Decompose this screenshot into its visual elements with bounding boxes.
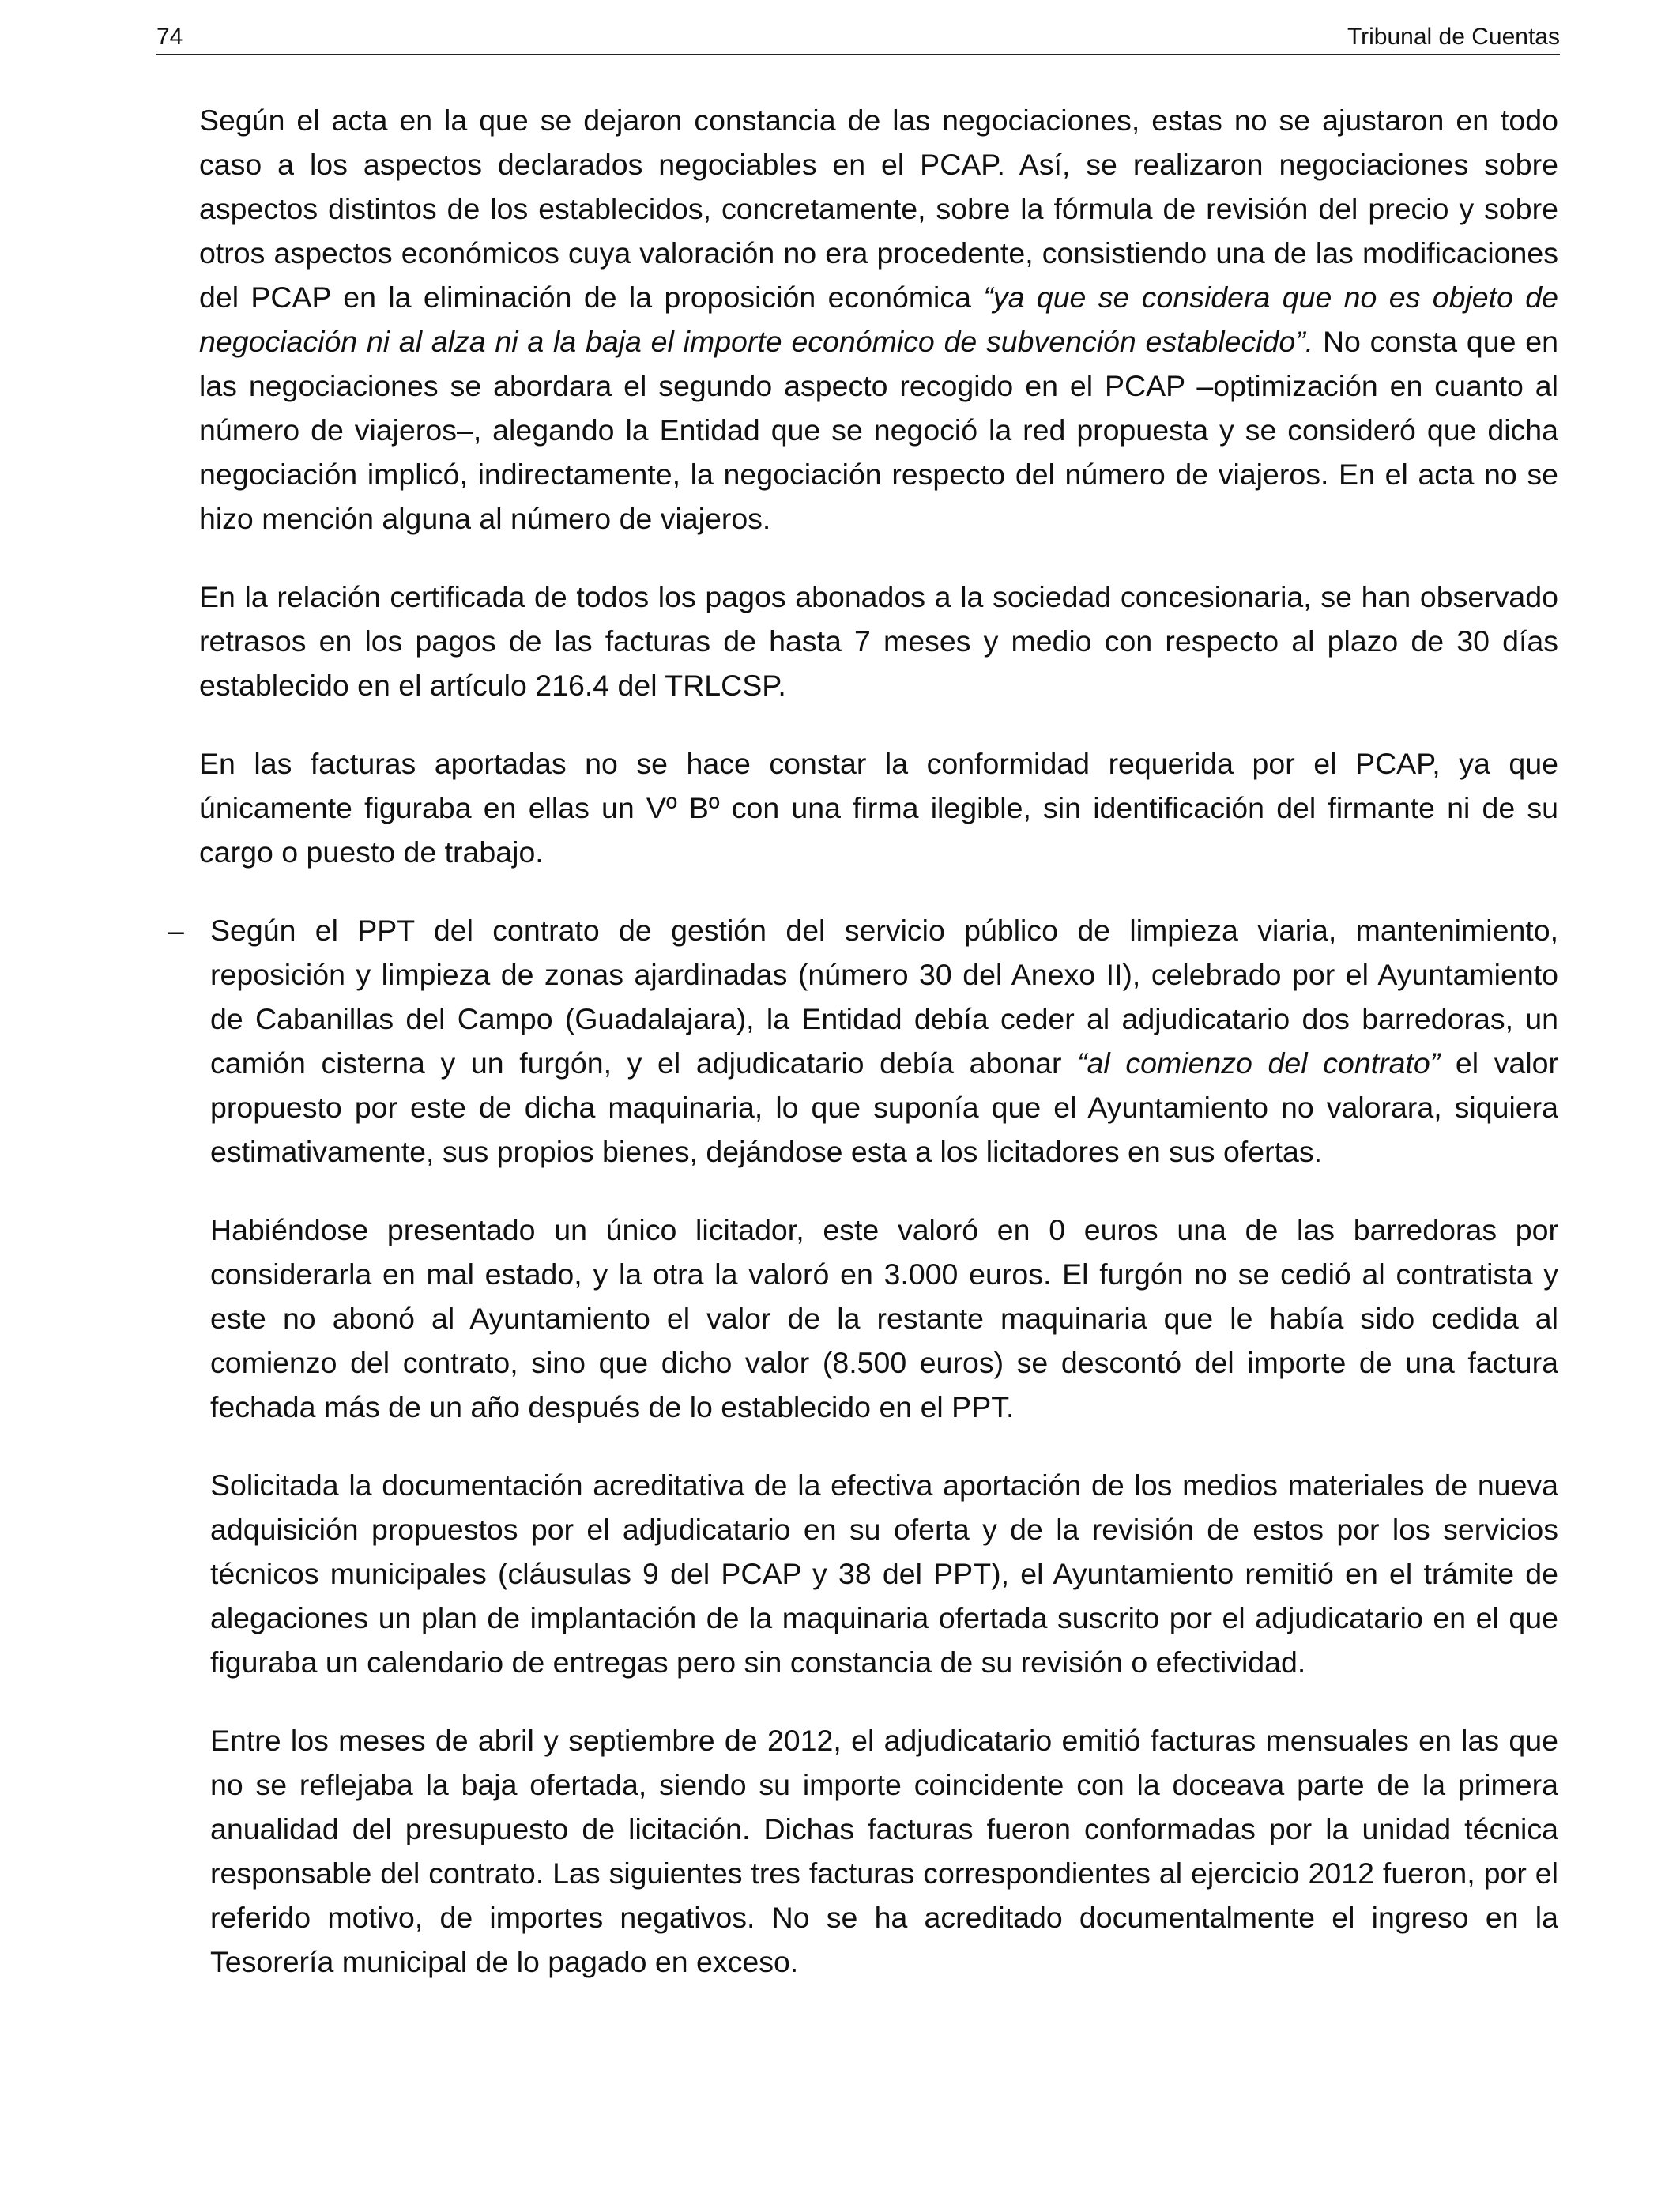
page-header	[156, 22, 1560, 55]
document-body	[168, 98, 1558, 2018]
bullet-item-cabanillas	[168, 908, 1558, 1984]
paragraph-negotiations	[199, 98, 1558, 541]
paragraph-text: No consta que en las negociaciones se abordara el segundo aspecto recogido en el PCAP –optimización en cuanto al número de viajeros–, alegando la Entidad que se negoció la red propuesta y se consideró que dicha negociación implicó, indirectamente, la negociación respecto del número de viajeros. En el acta no se hizo mención alguna al número de viajeros.	[199, 325, 1558, 535]
paragraph-monthly-invoices: Entre los meses de abril y septiembre de 2012, el adjudicatario emitió facturas mensuales en las que no se reflejaba la baja ofertada, siendo su importe coincidente con la doceava parte de la primera anualidad del presupuesto de licitación. Dichas facturas fueron conformadas por la unidad técnica responsable del contrato. Las siguientes tres facturas correspondientes al ejercicio 2012 fueron, por el referido motivo, de importes negativos. No se ha acreditado documentalmente el ingreso en la Tesorería municipal de lo pagado en exceso.	[210, 1724, 1558, 1978]
bullet-dash: –	[168, 914, 184, 947]
paragraph-text: Según el acta en la que se dejaron constancia de las negociaciones, estas no se ajustaron en todo caso a los aspectos declarados negociables en el PCAP. Así, se realizaron negociaciones sobre aspectos distintos de los establecidos, concretamente, sobre la fórmula de revisión del precio y sobre otros aspectos económicos cuya valoración no era procedente, consistiendo una de las modificaciones del PCAP en la eliminación de la proposición económica	[199, 104, 1558, 314]
page-number: 74	[156, 24, 183, 50]
paragraph-text: Según el PPT del contrato de gestión del servicio público de limpieza viaria, mantenimiento, reposición y limpieza de zonas ajardinadas (número 30 del Anexo II), celebrado por el Ayuntamiento de Cabanillas del Campo (Guadalajara), la Entidad debía ceder al adjudicatario dos barredoras, un camión cisterna y un furgón, y el adjudicatario debía abonar	[210, 914, 1558, 1080]
paragraph-invoice-conformity: En las facturas aportadas no se hace constar la conformidad requerida por el PCAP, ya que únicamente figuraba en ellas un Vº Bº con una firma ilegible, sin identificación del firmante ni de su cargo o puesto de trabajo.	[199, 747, 1558, 869]
paragraph-payment-delays: En la relación certificada de todos los pagos abonados a la sociedad concesionaria, se han observado retrasos en los pagos de las facturas de hasta 7 meses y medio con respecto al plazo de 30 días establecido en el artículo 216.4 del TRLCSP.	[199, 580, 1558, 702]
paragraph-single-bidder: Habiéndose presentado un único licitador, este valoró en 0 euros una de las barredoras por considerarla en mal estado, y la otra la valoró en 3.000 euros. El furgón no se cedió al contratista y este no abonó al Ayuntamiento el valor de la restante maquinaria que le había sido cedida al comienzo del contrato, sino que dicho valor (8.500 euros) se descontó del importe de una factura fechada más de un año después de lo establecido en el PPT.	[210, 1213, 1558, 1423]
quoted-text: “al comienzo del contrato”	[1077, 1046, 1441, 1080]
paragraph-text: el valor propuesto por este de dicha maquinaria, lo que suponía que el Ayuntamiento no valorara, siquiera estimativamente, sus propios bienes, dejándose esta a los licitadores en sus ofertas.	[210, 1046, 1558, 1168]
paragraph-ppt-contract	[210, 908, 1558, 1174]
quoted-text: “ya que se considera que no es objeto de negociación ni al alza ni a la baja el importe económico de subvención establecido”.	[199, 281, 1558, 358]
running-title: Tribunal de Cuentas	[1347, 24, 1560, 50]
paragraph-documentation-request: Solicitada la documentación acreditativa de la efectiva aportación de los medios materiales de nueva adquisición propuestos por el adjudicatario en su oferta y de la revisión de estos por los servicios técnicos municipales (cláusulas 9 del PCAP y 38 del PPT), el Ayuntamiento remitió en el trámite de alegaciones un plan de implantación de la maquinaria ofertada suscrito por el adjudicatario en el que figuraba un calendario de entregas pero sin constancia de su revisión o efectividad.	[210, 1468, 1558, 1679]
